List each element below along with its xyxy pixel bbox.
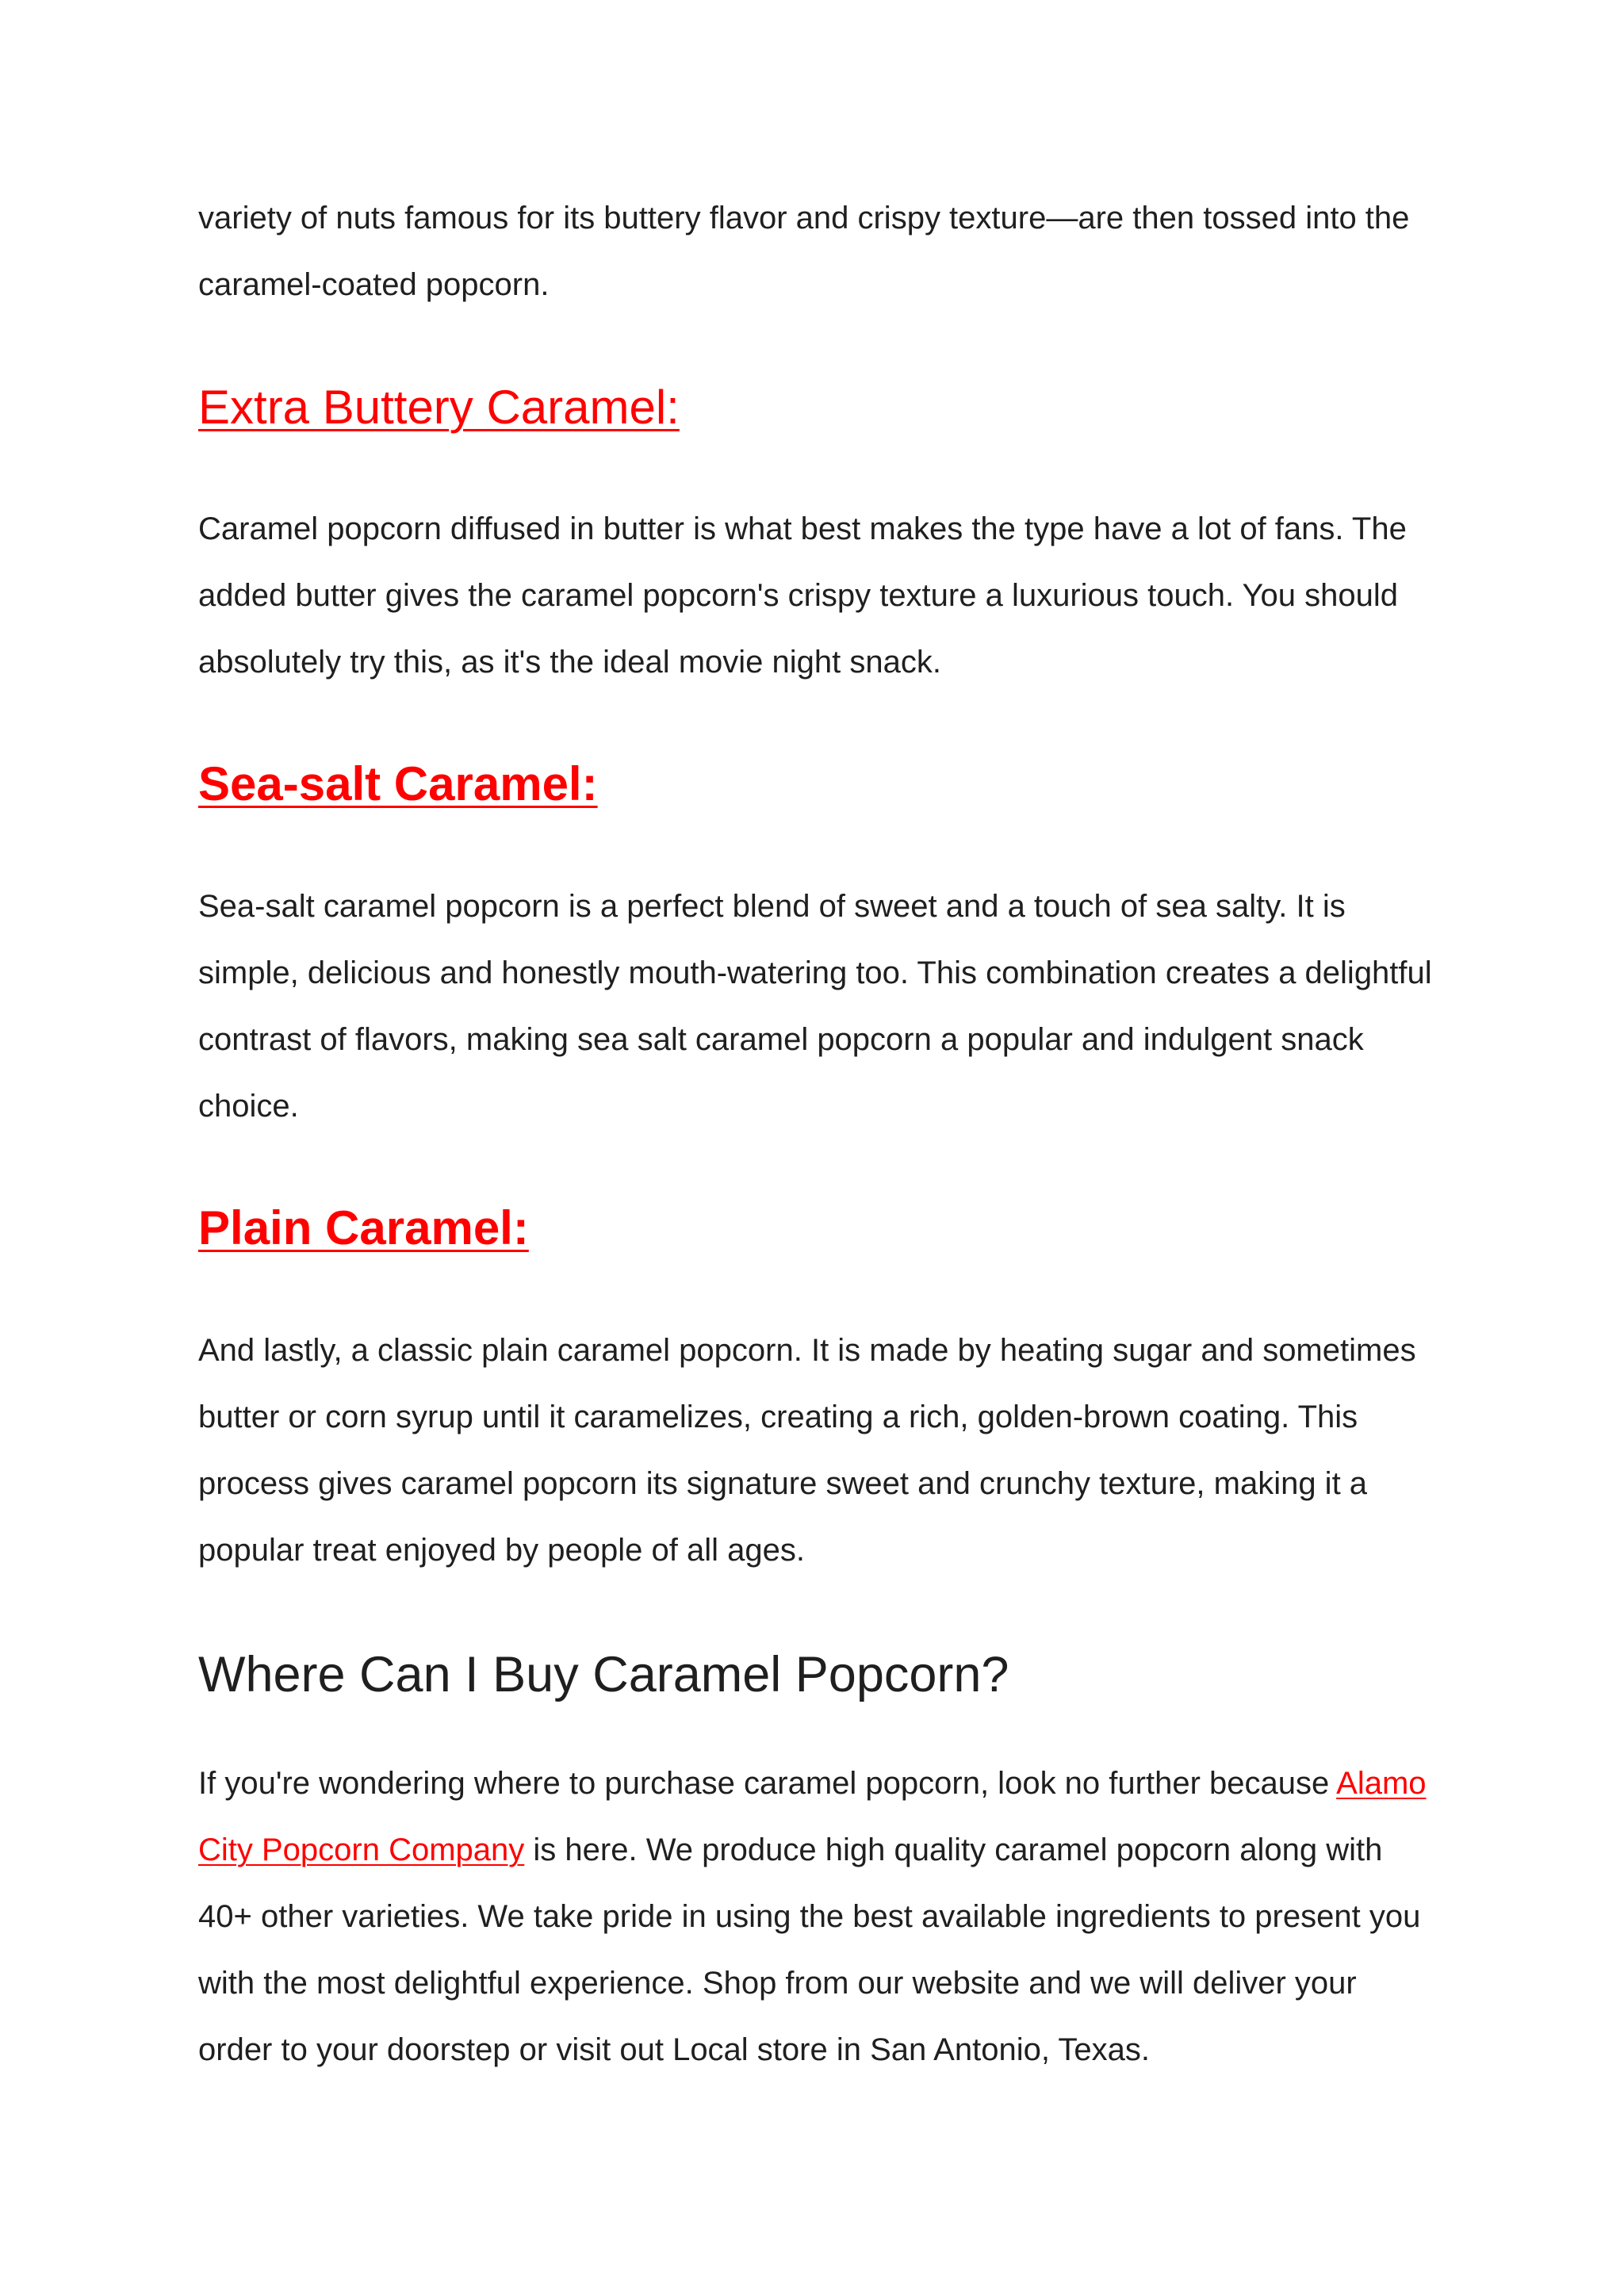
- where-to-buy-heading: Where Can I Buy Caramel Popcorn?: [198, 1647, 1009, 1702]
- where-to-buy-text-after-link: is here. We produce high quality caramel popcorn along with 40+ other varieties. We take pride in using the best available ingredients to present you with the most delightful experience. Shop from our website and we will deliver your order to your doorstep or visit out Local store in San Antonio, Texas.: [198, 1833, 1421, 2067]
- plain-caramel-heading: Plain Caramel:: [198, 1201, 529, 1254]
- intro-paragraph: variety of nuts famous for its buttery flavor and crispy texture—are then tossed into the caramel-coated popcorn.: [198, 201, 1410, 302]
- intro-paragraph-block: [198, 185, 1435, 318]
- extra-buttery-paragraph: Caramel popcorn diffused in butter is what best makes the type have a lot of fans. The added butter gives the caramel popcorn's crispy texture a luxurious touch. You should absolutely try this, as it's the ideal movie night snack.: [198, 511, 1407, 680]
- sea-salt-body-block: [198, 873, 1435, 1139]
- alamo-city-popcorn-link[interactable]: Alamo City Popcorn Company: [198, 1766, 1427, 1867]
- where-to-buy-text-before-link: If you're wondering where to purchase caramel popcorn, look no further because: [198, 1766, 1337, 1801]
- extra-buttery-body-block: [198, 496, 1435, 695]
- extra-buttery-heading: Extra Buttery Caramel:: [198, 381, 680, 434]
- plain-caramel-paragraph: And lastly, a classic plain caramel popcorn. It is made by heating sugar and sometimes butter or corn syrup until it caramelizes, creating a rich, golden-brown coating. This process gives caramel popcorn its signature sweet and crunchy texture, making it a popular treat enjoyed by people of all ages.: [198, 1333, 1416, 1568]
- where-to-buy-heading-block: [198, 1645, 1435, 1705]
- plain-heading-block: [198, 1200, 1435, 1257]
- extra-buttery-heading-block: [198, 379, 1435, 436]
- sea-salt-heading: Sea-salt Caramel:: [198, 757, 598, 810]
- sea-salt-paragraph: Sea-salt caramel popcorn is a perfect blend of sweet and a touch of sea salty. It is simple, delicious and honestly mouth-watering too. This combination creates a delightful contrast of flavors, making sea salt caramel popcorn a popular and indulgent snack choice.: [198, 889, 1432, 1124]
- plain-body-block: [198, 1317, 1435, 1584]
- where-to-buy-body-block: [198, 1750, 1435, 2083]
- sea-salt-heading-block: [198, 756, 1435, 813]
- where-to-buy-paragraph: [198, 1750, 1435, 2083]
